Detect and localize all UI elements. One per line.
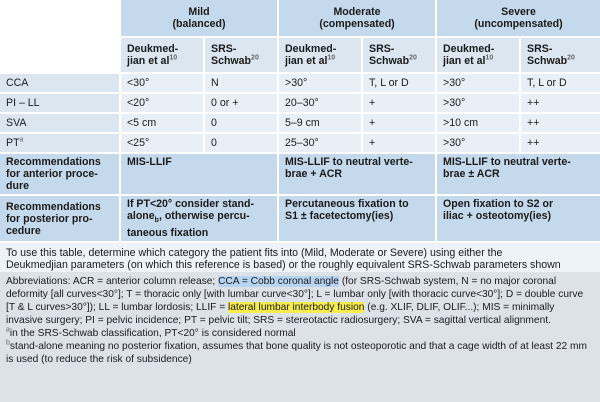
- severe-title: Severe: [501, 6, 536, 18]
- highlight-cca: CCA = Cobb coronal angle: [218, 276, 339, 287]
- table-cell: ++: [520, 133, 600, 153]
- table-cell: >10 cm: [436, 113, 520, 133]
- table-cell: 0: [204, 133, 278, 153]
- table-cell: <30°: [120, 73, 204, 93]
- table-row: [0, 73, 600, 93]
- posterior-mild: If PT<20° consider stand- alone$_b$, otherwise percu- taneous fixation: [120, 195, 278, 242]
- table-cell: 0: [204, 113, 278, 133]
- table-cell: 0 or +: [204, 93, 278, 113]
- moderate-title: Moderate: [333, 6, 381, 18]
- anterior-recommendation-row: [0, 153, 600, 195]
- mild-title: Mild: [188, 6, 210, 18]
- moderate-subtitle: (compensated): [319, 18, 395, 30]
- posterior-recommendation-label: Recommendations for posterior pro- cedure: [0, 195, 120, 242]
- posterior-recommendation-row: [0, 195, 600, 242]
- table-cell: >30°: [436, 73, 520, 93]
- header-severe: [436, 0, 600, 37]
- abbreviations-paragraph: Abbreviations: ACR = anterior column release; CCA = Cobb coronal angle (for SRS-Schwab system, N = no major coronal deformity [all curves<30°]; T = thoracic only [with lumbar curve<30°]; L = lumbar only [with thoracic curve<30°]; D = double curve [T & L curves>30°]); LL = lumbar lordosis; LLIF = lateral lumbar interbody fusion (e.g. XLIF, DLIF, OLIF...); MIS = minimally invasive surgery; PI = pelvic incidence; PT = pelvic tilt; SRS = stereotactic radiosurgery; SVA = sagittal vertical alignment.: [6, 276, 584, 326]
- subheader-row: [0, 37, 600, 73]
- table-cell: 20–30°: [278, 93, 362, 113]
- usage-instruction: To use this table, determine which category the patient fits into (Mild, Moderate or Severe) using either the Deukmedjian parameters (on which this reference is based) or the roughly equivalent SRS-Schwab parameters shown: [0, 242, 600, 276]
- table-row: [0, 133, 600, 153]
- header-row: [0, 0, 600, 37]
- anterior-severe: MIS-LLIF to neutral verte- brae ± ACR: [436, 153, 600, 195]
- subheader-srs-moderate: SRS- Schwab$^{20}$: [362, 37, 436, 73]
- table-cell: +: [362, 133, 436, 153]
- row-label: SVA: [0, 113, 120, 133]
- row-label: $PT^a$: [0, 133, 120, 153]
- severe-subtitle: (uncompensated): [474, 18, 563, 30]
- posterior-moderate: Percutaneous fixation to S1 ± facetectomy(ies): [278, 195, 436, 242]
- table-row: [0, 93, 600, 113]
- instruction-row: [0, 242, 600, 276]
- abbreviations-footnote: [0, 272, 600, 402]
- header-mild: [120, 0, 278, 37]
- mild-subtitle: (balanced): [172, 18, 226, 30]
- subheader-deukmedjian-moderate: Deukmed- jian et $al^{10}$: [278, 37, 362, 73]
- posterior-severe: Open fixation to S2 or iliac + osteotomy(ies): [436, 195, 600, 242]
- anterior-recommendation-label: Recommendations for anterior proce- dure: [0, 153, 120, 195]
- footnote-a: $^a$in the SRS-Schwab classification, PT<20° is considered normal: [6, 326, 296, 339]
- table-cell: +: [362, 93, 436, 113]
- table-cell: >30°: [436, 93, 520, 113]
- row-label: CCA: [0, 73, 120, 93]
- table-cell: <5 cm: [120, 113, 204, 133]
- header-moderate: [278, 0, 436, 37]
- subheader-deukmedjian-mild: Deukmed- jian et $al^{10}$: [120, 37, 204, 73]
- table-row: [0, 113, 600, 133]
- table-cell: 5–9 cm: [278, 113, 362, 133]
- anterior-moderate: MIS-LLIF to neutral verte- brae + ACR: [278, 153, 436, 195]
- corner-cell: [0, 0, 120, 37]
- table-cell: +: [362, 113, 436, 133]
- table-cell: ++: [520, 113, 600, 133]
- table-cell: <20°: [120, 93, 204, 113]
- table-cell: T, L or D: [362, 73, 436, 93]
- table-cell: T, L or D: [520, 73, 600, 93]
- subheader-srs-severe: SRS- Schwab$^{20}$: [520, 37, 600, 73]
- table-cell: 25–30°: [278, 133, 362, 153]
- highlight-llif: lateral lumbar interbody fusion: [227, 302, 365, 313]
- table-cell: <25°: [120, 133, 204, 153]
- subheader-srs-mild: SRS- Schwab$^{20}$: [204, 37, 278, 73]
- table-cell: >30°: [436, 133, 520, 153]
- table-cell: ++: [520, 93, 600, 113]
- row-label: PI – LL: [0, 93, 120, 113]
- anterior-mild: MIS-LLIF: [120, 153, 278, 195]
- footnote-b: $^b$stand-alone meaning no posterior fixation, assumes that bone quality is not osteoporotic and that a cage width of at least 22 mm is used (to reduce the risk of subsidence): [6, 339, 587, 365]
- table-cell: N: [204, 73, 278, 93]
- table-cell: >30°: [278, 73, 362, 93]
- subheader-deukmedjian-severe: Deukmed- jian et $al^{10}$: [436, 37, 520, 73]
